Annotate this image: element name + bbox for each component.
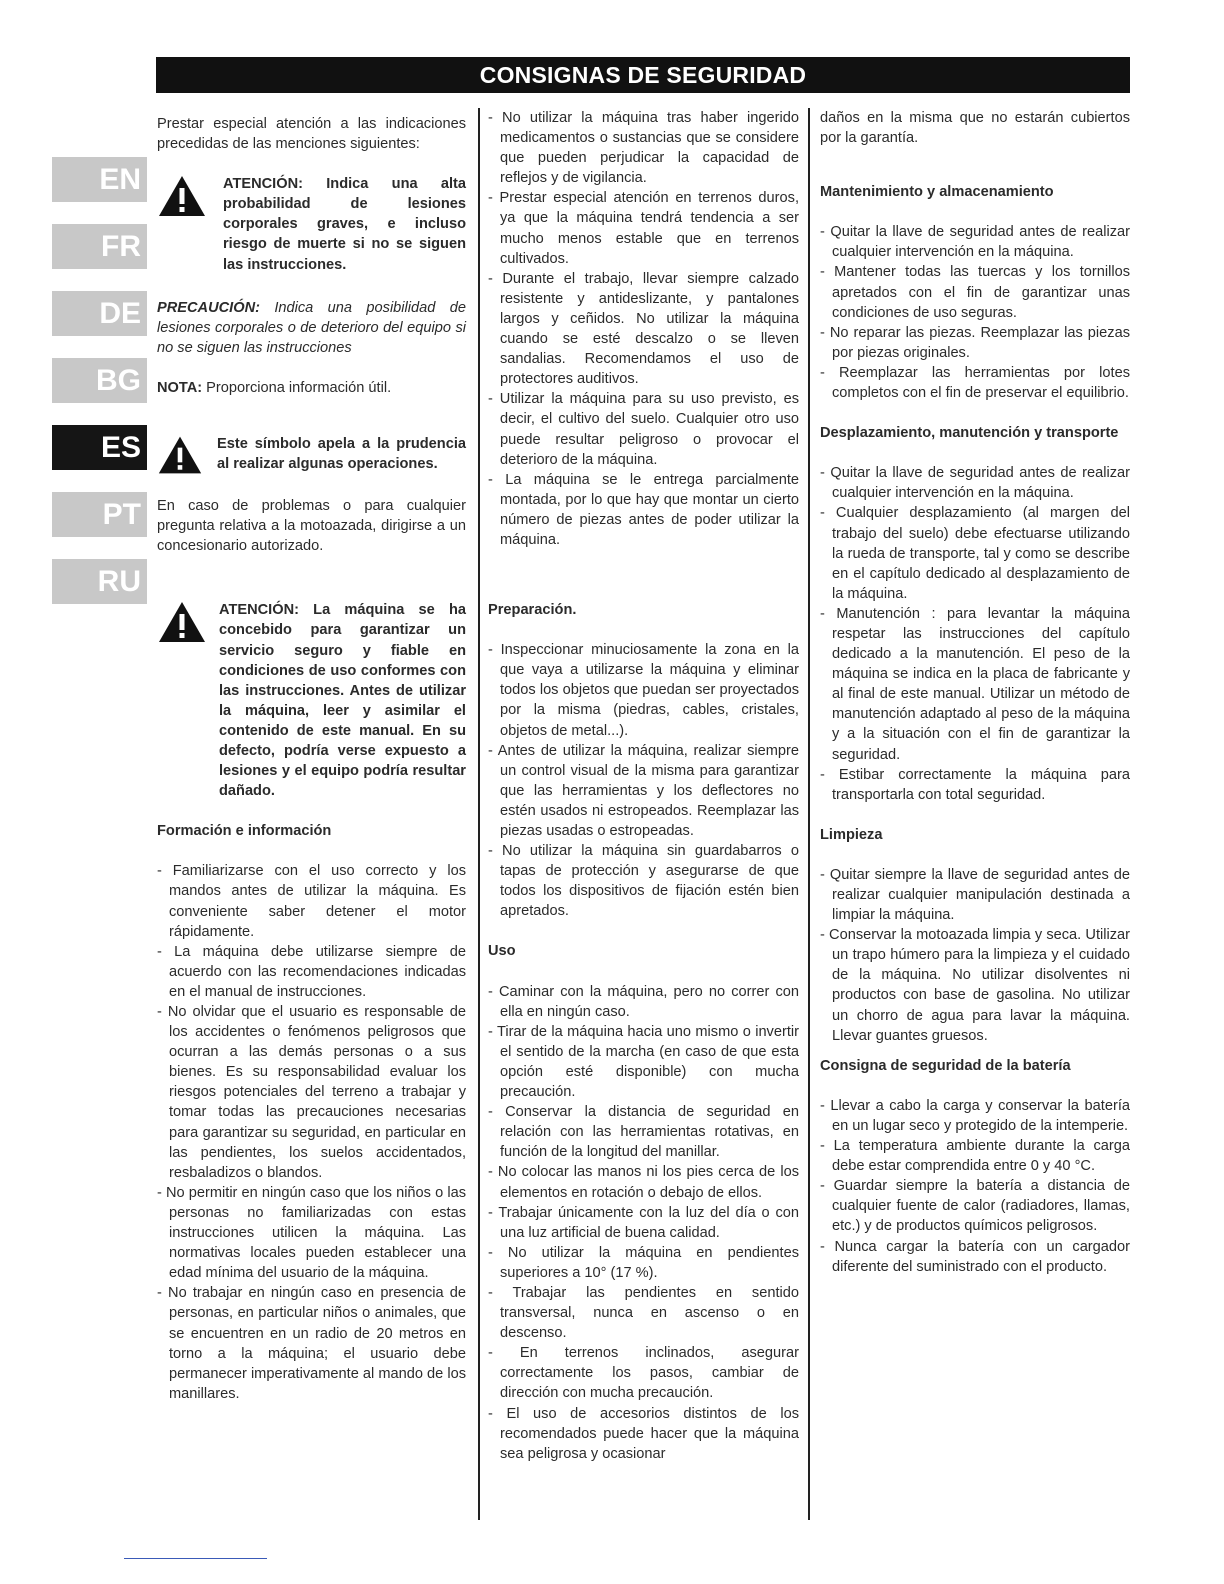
list-item: - No olvidar que el usuario es responsable de los accidentes o fenómenos peligrosos que ocurran a las demás personas o a sus bienes. Es su responsabilidad evaluar los riesgos potenciales del terreno a trabajar y tomar todas las precauciones necesarias para garantizar su seguridad, en particular en las pendientes, los suelos accidentados, resbaladizos o blandos.: [157, 1004, 466, 1181]
list-item: - Inspeccionar minuciosamente la zona en la que vaya a utilizarse la máquina y eliminar todos los objetos que puedan ser proyectados por la misma (piedras, cables, cristales, objetos de metal...).: [488, 642, 799, 739]
warning-triangle-icon: [157, 600, 207, 644]
continuation-text: daños en la misma que no estarán cubiertos por la garantía.: [820, 110, 1130, 147]
list-item: - Tirar de la máquina hacia uno mismo o invertir el sentido de la marcha (en caso de que esta opción esté disponible) con mucha precaución.: [488, 1023, 799, 1101]
lang-tab-es[interactable]: ES: [52, 425, 147, 470]
list-item: - Quitar la llave de seguridad antes de realizar cualquier intervención en la máquina.: [820, 465, 1130, 502]
page-title: CONSIGNAS DE SEGURIDAD: [156, 57, 1130, 93]
list-item: - Caminar con la máquina, pero no correr con ella en ningún caso.: [488, 983, 799, 1020]
list-item: - Antes de utilizar la máquina, realizar siempre un control visual de la misma para garantizar que las herramientas y los deflectores no estén usados ni estropeados. Reemplazar las piezas usadas o estropeadas.: [488, 742, 799, 839]
list-item: - No utilizar la máquina sin guardabarros o tapas de protección y asegurarse de que todos los dispositivos de fijación estén bien apretados.: [488, 843, 799, 920]
list-item: - Mantener todas las tuercas y los tornillos apretados con el fin de garantizar unas condiciones de uso seguras.: [820, 264, 1130, 321]
section-heading: Uso: [488, 943, 516, 960]
lang-tab-bg[interactable]: BG: [52, 358, 147, 403]
warning-triangle-icon: [157, 434, 203, 476]
section-heading: Mantenimiento y almacenamiento: [820, 184, 1054, 201]
warning-block: [157, 174, 466, 274]
section-heading: Desplazamiento, manutención y transporte: [820, 425, 1119, 442]
list-item: - No utilizar la máquina en pendientes superiores a 10° (17 %).: [488, 1244, 799, 1281]
list-item: - No permitir en ningún caso que los niños o las personas no familiarizadas con estas instrucciones utilicen la máquina. Las normativas locales pueden establecer una edad mínima del usuario de la máquina.: [157, 1184, 466, 1282]
column-3: [820, 108, 1130, 1277]
lang-tab-fr[interactable]: FR: [52, 224, 147, 269]
column-1: [157, 108, 466, 1404]
warning-block: [157, 600, 466, 801]
atencion2-text: ATENCIÓN: La máquina se ha concebido para garantizar un servicio seguro y fiable en condiciones de uso conformes con las instrucciones. Antes de utilizar la máquina, leer y asimilar el contenido de este manual. En su defecto, podría verse expuesto a lesiones y el equipo podría resultar dañado.: [219, 602, 466, 800]
general-list: [488, 108, 799, 550]
limpieza-list: [820, 865, 1130, 1046]
preparacion-list: [488, 640, 799, 921]
lang-tab-pt[interactable]: PT: [52, 492, 147, 537]
list-item: - Llevar a cabo la carga y conservar la batería en un lugar seco y protegido de la intemperie.: [820, 1097, 1130, 1134]
list-item: - Trabajar únicamente con la luz del día o con una luz artificial de buena calidad.: [488, 1204, 799, 1241]
desplazamiento-list: [820, 463, 1130, 805]
list-item: - Quitar siempre la llave de seguridad antes de realizar cualquier manipulación destinada a limpiar la máquina.: [820, 866, 1130, 924]
list-item: - Utilizar la máquina para su uso previsto, es decir, el cultivo del suelo. Cualquier otro uso puede resultar peligroso o provocar el deterioro de la máquina.: [488, 391, 799, 468]
list-item: - Prestar especial atención en terrenos duros, ya que la máquina tendrá tendencia a ser mucho menos estable que en terrenos cultivados.: [488, 190, 799, 267]
list-item: - No reparar las piezas. Reemplazar las piezas por piezas originales.: [820, 324, 1130, 361]
section-heading: Formación e información: [157, 823, 332, 840]
column-divider: [478, 108, 480, 1520]
section-heading: Preparación.: [488, 602, 577, 619]
list-item: - No trabajar en ningún caso en presencia de personas, en particular niños o animales, que se encuentren en un radio de 20 metros en torno a la máquina; el usuario debe permanecer imperativamente al mando de los manillares.: [157, 1285, 466, 1402]
list-item: - La temperatura ambiente durante la carga debe estar comprendida entre 0 y 40 °C.: [820, 1138, 1130, 1175]
nota-text: NOTA: Proporciona información útil.: [157, 379, 392, 396]
list-item: - Cualquier desplazamiento (al margen del trabajo del suelo) debe efectuarse utilizando la rueda de transporte, tal y como se describe en el capítulo dedicado al desplazamiento de la máquina.: [820, 505, 1130, 602]
list-item: - Estibar correctamente la máquina para transportarla con total seguridad.: [820, 766, 1130, 803]
list-item: - Manutención : para levantar la máquina respetar las instrucciones del capítulo dedicado a la manutención. El peso de la máquina se indica en la placa de fabricante y al final de este manual. Utilizar un método de manutención adaptado al peso de la máquina y a la situación con el fin de garantizar la seguridad.: [820, 605, 1130, 763]
list-item: - La máquina se le entrega parcialmente montada, por lo que hay que montar un cierto número de piezas antes de poder utilizar la máquina.: [488, 471, 799, 548]
lang-tab-en[interactable]: EN: [52, 157, 147, 202]
list-item: - El uso de accesorios distintos de los recomendados puede hacer que la máquina sea peligrosa y ocasionar: [488, 1405, 799, 1462]
problemas-text: En caso de problemas o para cualquier pregunta relativa a la motoazada, dirigirse a un concesionario autorizado.: [157, 498, 466, 555]
section-heading: Consigna de seguridad de la batería: [820, 1057, 1071, 1074]
atencion-text: ATENCIÓN: Indica una alta probabilidad de lesiones corporales graves, e incluso riesgo de muerte si no se siguen las instrucciones.: [223, 176, 466, 273]
list-item: - Familiarizarse con el uso correcto y los mandos antes de utilizar la máquina. Es conveniente saber detener el motor rápidamente.: [157, 863, 466, 940]
list-item: - Nunca cargar la batería con un cargador diferente del suministrado con el producto.: [820, 1238, 1130, 1275]
list-item: - La máquina debe utilizarse siempre de acuerdo con las recomendaciones indicadas en el manual de instrucciones.: [157, 943, 466, 1000]
formacion-list: [157, 861, 466, 1404]
list-item: - Reemplazar las herramientas por lotes completos con el fin de preservar el equilibrio.: [820, 364, 1130, 402]
uso-list: [488, 982, 799, 1464]
list-item: - Trabajar las pendientes en sentido transversal, nunca en ascenso o en descenso.: [488, 1284, 799, 1342]
intro-text: Prestar especial atención a las indicaciones precedidas de las menciones siguientes:: [157, 116, 466, 153]
bateria-list: [820, 1096, 1130, 1277]
list-item: - No utilizar la máquina tras haber ingerido medicamentos o sustancias que se considere que pueden perjudicar la capacidad de reflejos y de vigilancia.: [488, 110, 799, 187]
list-item: - Conservar la distancia de seguridad en relación con las herramientas rotativas, en función de la longitud del manillar.: [488, 1104, 799, 1161]
section-heading: Limpieza: [820, 826, 883, 843]
warning-block: [157, 434, 466, 476]
lang-tab-de[interactable]: DE: [52, 291, 147, 336]
list-item: - Quitar la llave de seguridad antes de realizar cualquier intervención en la máquina.: [820, 224, 1130, 261]
list-item: - Durante el trabajo, llevar siempre calzado resistente y antideslizante, y pantalones largos y ceñidos. No utilizar la máquina cuando se esté descalzo o se lleven sandalias. Recomendamos el uso de protectores auditivos.: [488, 270, 799, 388]
list-item: - En terrenos inclinados, asegurar correctamente los pasos, cambiar de dirección con mucha precaución.: [488, 1345, 799, 1402]
footer-rule: [124, 1558, 267, 1559]
warning-triangle-icon: [157, 174, 207, 218]
mantenimiento-list: [820, 222, 1130, 403]
lang-tab-ru[interactable]: RU: [52, 559, 147, 604]
list-item: - Conservar la motoazada limpia y seca. Utilizar un trapo húmero para la limpieza y el cuidado de la máquina. No utilizar disolventes ni productos con base de gasolina. No utilizar un chorro de agua para lavar la máquina. Llevar guantes gruesos.: [820, 927, 1130, 1044]
precaucion-text: PRECAUCIÓN: Indica una posibilidad de lesiones corporales o de deterioro del equipo si no se siguen las instrucciones: [157, 299, 466, 356]
column-2: [488, 108, 799, 1464]
column-divider: [808, 108, 810, 1520]
simbolo-text: Este símbolo apela a la prudencia al realizar algunas operaciones.: [217, 436, 466, 473]
list-item: - No colocar las manos ni los pies cerca de los elementos en rotación o debajo de ellos.: [488, 1164, 799, 1201]
list-item: - Guardar siempre la batería a distancia de cualquier fuente de calor (radiadores, llamas, etc.) y de productos químicos peligrosos.: [820, 1178, 1130, 1235]
